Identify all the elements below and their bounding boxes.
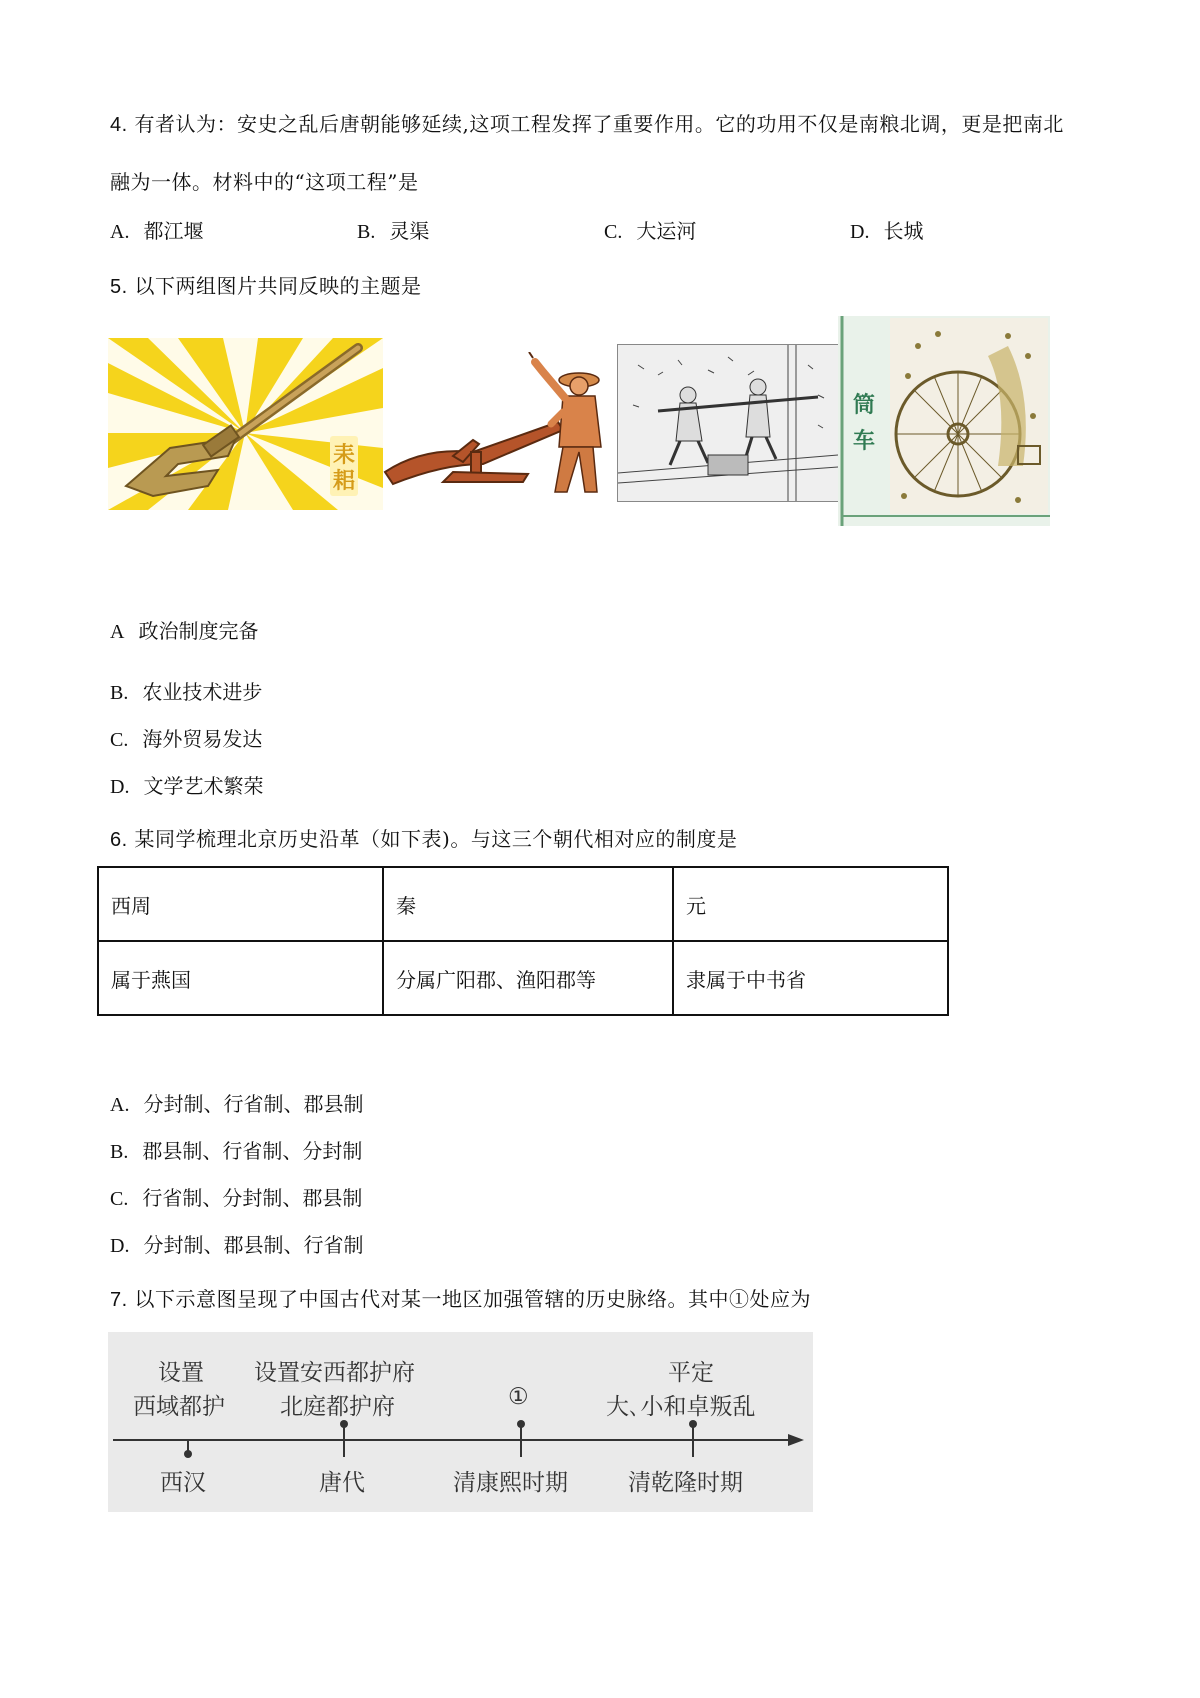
table-row	[98, 941, 948, 1015]
q4-option-a[interactable]: A. 都江堰	[110, 219, 204, 243]
leisi-illustration	[108, 338, 383, 510]
q4-line1	[110, 108, 1064, 137]
timeline-event1-top2: 西域都护	[133, 1394, 225, 1420]
q6-option-a[interactable]: A. 分封制、行省制、郡县制	[110, 1092, 364, 1116]
treadle-pump-illustration	[618, 345, 838, 501]
timeline-event2-bottom: 唐代	[319, 1470, 365, 1496]
q6-option-b[interactable]: B. 郡县制、行省制、分封制	[110, 1139, 363, 1163]
timeline-arrow	[788, 1434, 804, 1446]
beijing-history-table	[97, 866, 949, 1016]
plow-illustration	[383, 352, 615, 500]
q5-option-b[interactable]: B. 农业技术进步	[110, 680, 263, 704]
q4-option-d[interactable]: D. 长城	[850, 219, 924, 243]
leisi-label-char2: 耜	[332, 469, 356, 494]
q4-number: 4.	[110, 114, 128, 136]
q5-number: 5.	[110, 276, 128, 298]
table-cell-yanguo: 属于燕国	[98, 941, 383, 1015]
tongche-illustration	[838, 316, 1050, 526]
q6-number: 6.	[110, 829, 128, 851]
timeline-event4-top2: 大､小和卓叛乱	[606, 1394, 756, 1420]
tongche-image	[838, 316, 1050, 526]
timeline-event4-top1: 平定	[668, 1360, 714, 1386]
tongche-label-char1: 筒	[852, 393, 876, 418]
q5-stem: 5. 以下两组图片共同反映的主题是	[110, 274, 422, 298]
tongche-label-char2: 车	[852, 429, 876, 454]
q6-option-d[interactable]: D. 分封制、郡县制、行省制	[110, 1233, 364, 1257]
q5-option-c[interactable]: C. 海外贸易发达	[110, 727, 263, 751]
timeline-event3-blank: ①	[508, 1384, 529, 1410]
timeline-event1-top1: 设置	[158, 1360, 204, 1386]
timeline-event4-bottom: 清乾隆时期	[628, 1470, 743, 1496]
table-cell-zhongshusheng: 隶属于中书省	[673, 941, 948, 1015]
timeline-event1-bottom: 西汉	[160, 1470, 206, 1496]
q5-option-d[interactable]: D. 文学艺术繁荣	[110, 774, 264, 798]
q4-stem-line2: 融为一体。材料中的“这项工程”是	[110, 170, 419, 194]
q4-option-c[interactable]: C. 大运河	[604, 219, 697, 243]
table-cell-guangyang: 分属广阳郡、渔阳郡等	[383, 941, 673, 1015]
table-cell-yuan: 元	[673, 867, 948, 941]
timeline-event3-bottom: 清康熙时期	[453, 1470, 568, 1496]
timeline-event2-top1: 设置安西都护府	[254, 1360, 415, 1386]
table-cell-qin: 秦	[383, 867, 673, 941]
q6-stem: 6. 某同学梳理北京历史沿革（如下表)。与这三个朝代相对应的制度是	[110, 827, 738, 851]
timeline-event2-top2: 北庭都护府	[280, 1394, 395, 1420]
q5-option-a[interactable]: A 政治制度完备	[110, 619, 259, 643]
q7-stem: 7. 以下示意图呈现了中国古代对某一地区加强管辖的历史脉络。其中①处应为	[110, 1287, 812, 1311]
q7-number: 7.	[110, 1289, 128, 1311]
leisi-image	[108, 338, 383, 510]
treadle-pump-image	[617, 344, 839, 502]
table-cell-xizhou: 西周	[98, 867, 383, 941]
q4-stem-line1: 有者认为：安史之乱后唐朝能够延续,这项工程发挥了重要作用。它的功用不仅是南粮北调，更是把南北	[134, 112, 1064, 136]
table-row	[98, 867, 948, 941]
plow-image	[383, 352, 615, 500]
q6-option-c[interactable]: C. 行省制、分封制、郡县制	[110, 1186, 363, 1210]
timeline-figure	[108, 1332, 813, 1512]
leisi-label-char1: 耒	[332, 443, 356, 468]
q4-option-b[interactable]: B. 灵渠	[357, 219, 430, 243]
